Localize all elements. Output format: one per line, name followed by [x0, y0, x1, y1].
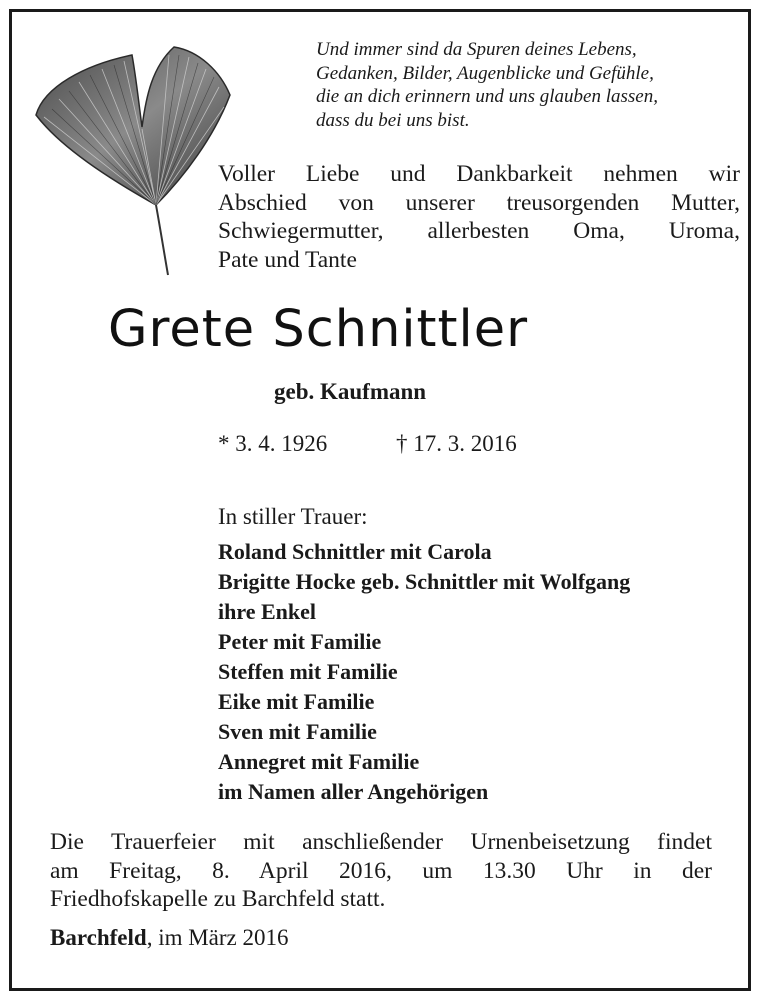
mourner-name: Steffen mit Familie — [218, 659, 398, 684]
memorial-poem — [316, 38, 736, 132]
mourner-name: Annegret mit Familie — [218, 749, 420, 774]
poem-line: die an dich erinnern und uns glauben lassen, — [316, 86, 658, 107]
mourner-name: ihre Enkel — [218, 599, 317, 624]
funeral-service-info — [50, 828, 712, 914]
farewell-line: Abschied von unserer treusorgenden Mutter, — [218, 189, 740, 216]
mourner-name: Roland Schnittler mit Carola — [218, 539, 492, 564]
farewell-text — [218, 160, 740, 274]
place-and-date — [50, 924, 289, 952]
ginkgo-leaf-icon — [24, 37, 234, 277]
service-line: am Freitag, 8. April 2016, um 13.30 Uhr in der — [50, 857, 712, 884]
obituary-notice — [9, 9, 751, 991]
mourners-label: In stiller Trauer: — [218, 504, 368, 529]
place-name: Barchfeld — [50, 925, 147, 950]
poem-line: Und immer sind da Spuren deines Lebens, — [316, 39, 637, 60]
farewell-line: Schwiegermutter, allerbesten Oma, Uroma, — [218, 218, 740, 244]
farewell-line: Pate und Tante — [218, 246, 357, 273]
mourner-name: im Namen aller Angehörigen — [218, 779, 489, 804]
deceased-name: Grete Schnittler — [108, 300, 529, 359]
mourner-name: Peter mit Familie — [218, 629, 382, 654]
mourner-name: Eike mit Familie — [218, 689, 375, 714]
mourner-name: Sven mit Familie — [218, 719, 377, 744]
poem-line: Gedanken, Bilder, Augenblicke und Gefühle, — [316, 62, 654, 84]
service-line: Die Trauerfeier mit anschließender Urnenbeisetzung findet — [50, 829, 712, 855]
birth-date: * 3. 4. 1926 — [218, 431, 328, 456]
service-line: Friedhofskapelle zu Barchfeld statt. — [50, 886, 386, 912]
farewell-line: Voller Liebe und Dankbarkeit nehmen wir — [218, 161, 740, 187]
mourner-name: Brigitte Hocke geb. Schnittler mit Wolfgang — [218, 569, 631, 594]
birth-name: geb. Kaufmann — [274, 379, 427, 404]
mourners-list — [218, 537, 738, 807]
closing-date: , im März 2016 — [146, 925, 289, 950]
poem-line: dass du bei uns bist. — [316, 109, 470, 131]
death-date: † 17. 3. 2016 — [396, 431, 517, 456]
